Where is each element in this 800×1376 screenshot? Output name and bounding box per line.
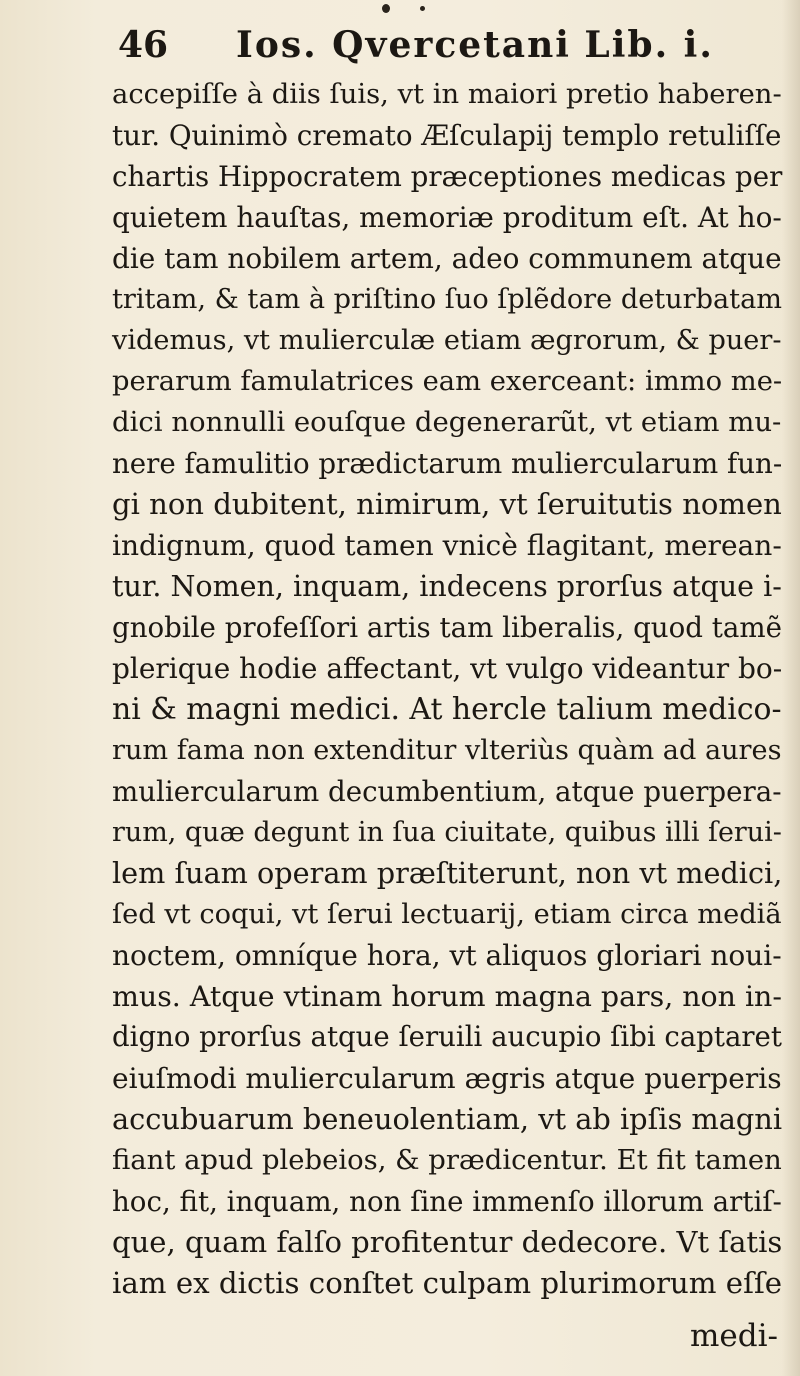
text-line: dici nonnulli eouſque degenerarũt, vt etiam mu- [112, 406, 782, 438]
text-line: digno prorſus atque ſeruili aucupio ſibi captaret [112, 1021, 782, 1053]
ink-speck [420, 6, 425, 11]
running-head-author: Ios. Qvercetani [236, 24, 571, 66]
text-line: tritam, & tam à priſtino ſuo ſplẽdore deturbatam [112, 284, 782, 315]
text-line: mus. Atque vtinam horum magna pars, non in- [112, 980, 782, 1013]
text-line: hoc, fit, inquam, non ſine immenſo illorum artiſ- [112, 1185, 782, 1218]
text-line: gnobile profeſſori artis tam liberalis, quod tamẽ [112, 611, 782, 644]
page-header [118, 14, 758, 74]
text-line: accubuarum beneuolentiam, vt ab ipſis magni [112, 1102, 783, 1136]
ink-speck [382, 4, 390, 13]
text-line: que, quam falſo profitentur dedecore. Vt ſatis [112, 1225, 783, 1259]
text-line: videmus, vt mulierculæ etiam ægrorum, & puer- [112, 325, 782, 356]
catchword: medi- [690, 1318, 778, 1354]
text-line: accepiſſe à diis ſuis, vt in maiori pretio haberen- [112, 79, 782, 110]
text-line: chartis Hippocratem præceptiones medicas per [112, 160, 783, 193]
text-line: indignum, quod tamen vnicè flagitant, merean- [112, 529, 782, 562]
text-line: iam ex dictis conſtet culpam plurimorum eſſe [112, 1266, 783, 1300]
body-text [112, 74, 792, 1304]
text-line: quietem hauſtas, memoriæ proditum eſt. At ho- [112, 201, 782, 234]
text-line: muliercularum decumbentium, atque puerpera- [112, 775, 782, 808]
text-line: nere famulitio prædictarum muliercularum fun- [112, 447, 783, 480]
running-head [236, 24, 714, 66]
text-line: perarum famulatrices eam exerceant: immo me- [112, 366, 783, 397]
text-line: noctem, omníque hora, vt aliquos gloriari noui- [112, 939, 782, 972]
text-line: plerique hodie affectant, vt vulgo videantur bo- [112, 652, 783, 685]
text-line: ſed vt coqui, vt ſerui lectuarij, etiam circa mediã [112, 899, 782, 930]
text-line: rum fama non extenditur vlteriùs quàm ad aures [112, 735, 782, 766]
text-line: ni & magni medici. At hercle talium medico- [112, 692, 782, 727]
text-line: lem ſuam operam præſtiterunt, non vt medici, [112, 856, 783, 890]
text-line: eiuſmodi muliercularum ægris atque puerperis [112, 1062, 782, 1095]
text-line: gi non dubitent, nimirum, vt ſeruitutis nomen [112, 487, 782, 521]
text-line: tur. Quinimò cremato Æſculapij templo retuliſſe [112, 119, 782, 152]
text-line: rum, quæ degunt in ſua ciuitate, quibus illi ſerui- [112, 817, 782, 848]
text-line: die tam nobilem artem, adeo communem atque [112, 242, 782, 275]
text-line: tur. Nomen, inquam, indecens prorſus atque i- [112, 570, 782, 603]
text-line: fiant apud plebeios, & prædicentur. Et fit tamen [112, 1145, 782, 1176]
running-head-book: Lib. i. [584, 24, 714, 66]
page-number: 46 [118, 24, 169, 66]
